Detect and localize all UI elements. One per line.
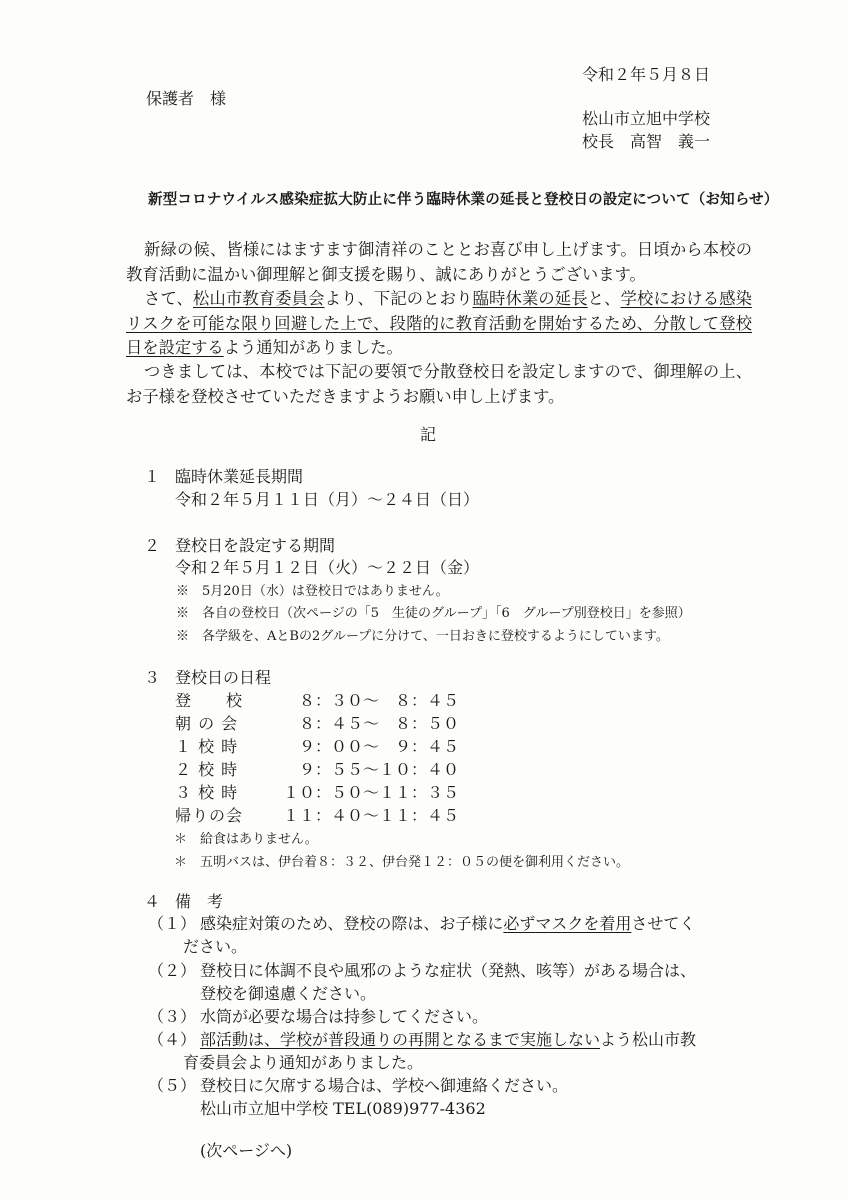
- remark-1: [148, 913, 695, 935]
- intro-paragraph-1: 新緑の候、皆様にはますます御清祥のこととお喜び申し上げます。日頃から本校の教育活動に温かい御理解と御支援を賜り、誠にありがとうございます。: [126, 240, 752, 284]
- underlined-text: 松山市教育委員会: [193, 289, 325, 308]
- school-contact: 松山市立旭中学校 TEL(089)977-4362: [200, 1099, 486, 1118]
- section3-heading: 登校日の日程: [175, 668, 272, 687]
- schedule-time: ８：３０～ ８：４５: [283, 691, 460, 710]
- remark-number: （５）: [148, 1076, 197, 1095]
- remark-4: [148, 1029, 696, 1051]
- remark-1-continued: ださい。: [183, 937, 248, 956]
- intro-p2-text: よう通知がありました。: [223, 338, 403, 357]
- underlined-text: 学校における感染リスクを可能な限り回避した上で、段階的に教育活動を開始するため、分散して登校日を設定する: [126, 289, 752, 357]
- intro-p2-text: さて、: [144, 289, 194, 308]
- schedule-time: １０：５０～１１：３５: [283, 783, 460, 802]
- remark-5: [148, 1075, 568, 1097]
- remark-text: 水筒が必要な場合は持参してください。: [200, 1007, 489, 1026]
- remark-4-continued: 育委員会より通知がありました。: [183, 1053, 424, 1072]
- schedule-row: [175, 690, 459, 712]
- schedule-time: ９：００～ ９：４５: [283, 737, 460, 756]
- intro-paragraph-3: つきましては、本校では下記の要領で分散登校日を設定しますので、御理解の上、お子様を登校させていただきますようお願い申し上げます。: [126, 362, 752, 406]
- remark-3: [148, 1006, 488, 1028]
- remark-number: （１）: [148, 914, 197, 933]
- remark-text: よう松山市教: [600, 1030, 697, 1049]
- intro-p2-text: より、下記のとおり: [324, 289, 473, 308]
- underlined-text: マスクを着用: [535, 914, 632, 933]
- section2-note: ※ 各自の登校日（次ページの「5 生徒のグループ」「6 グループ別登校日」を参照）: [176, 606, 691, 621]
- section1-heading: 臨時休業延長期間: [175, 467, 304, 486]
- section2-heading: 登校日を設定する期間: [175, 536, 336, 555]
- remark-text: させてく: [631, 914, 696, 933]
- section4-heading: 備 考: [175, 892, 224, 911]
- schedule-row: [175, 782, 459, 804]
- school-name: 松山市立旭中学校: [582, 109, 711, 128]
- intro-p2-text: と、: [587, 289, 621, 308]
- section1-period: 令和２年５月１１日（月）～２４日（日）: [175, 490, 480, 509]
- remark-text: 登校日に体調不良や風邪のような症状（発熱、咳等）がある場合は、: [200, 961, 697, 980]
- underlined-text: 必ず: [503, 914, 536, 933]
- section2-period: 令和２年５月１２日（火）～２２日（金）: [175, 558, 480, 577]
- ki-marker: 記: [420, 425, 437, 444]
- underlined-text: 臨時休業の延長: [472, 289, 588, 308]
- remark-text: 感染症対策のため、登校の際は、お子様に: [200, 914, 504, 933]
- section2-note: ※ 各学級を、AとBの2グループに分けて、一日おきに登校するようにしています。: [176, 629, 669, 644]
- schedule-row: [175, 805, 459, 827]
- schedule-label: 朝 の 会: [175, 714, 239, 733]
- section1-number: １: [144, 467, 161, 486]
- schedule-row: [175, 736, 459, 758]
- underlined-text: 部活動は、学校が普段通りの再開となるまで実施しない: [200, 1030, 601, 1049]
- schedule-label: ３ 校 時: [175, 783, 239, 802]
- remark-2-continued: 登校を御遠慮ください。: [200, 984, 377, 1003]
- section3-note: ＊ 給食はありません。: [174, 832, 318, 847]
- principal-name: 校長 高智 義一: [582, 132, 711, 151]
- schedule-row: [175, 713, 459, 735]
- schedule-label: 登 校: [175, 691, 244, 710]
- schedule-time: ８：４５～ ８：５０: [283, 714, 460, 733]
- document-title: 新型コロナウイルス感染症拡大防止に伴う臨時休業の延長と登校日の設定について（お知らせ）: [148, 192, 779, 208]
- schedule-time: ９：５５～１０：４０: [283, 760, 460, 779]
- intro-paragraph-2: [126, 287, 752, 361]
- document-date: 令和２年５月８日: [582, 65, 711, 84]
- section2-number: ２: [144, 536, 161, 555]
- remark-2: [148, 960, 696, 982]
- schedule-row: [175, 759, 459, 781]
- schedule-label: ２ 校 時: [175, 760, 239, 779]
- addressee: 保護者 様: [146, 89, 227, 108]
- schedule-time: １１：４０～１１：４５: [283, 806, 460, 825]
- section4-number: ４: [144, 892, 161, 911]
- schedule-label: １ 校 時: [175, 737, 239, 756]
- section3-note: ＊ 五明バスは、伊台着８：３２、伊台発１２：０５の便を御利用ください。: [174, 855, 630, 870]
- remark-number: （２）: [148, 961, 197, 980]
- remark-text: 登校日に欠席する場合は、学校へ御連絡ください。: [200, 1076, 569, 1095]
- remark-number: （３）: [148, 1007, 197, 1026]
- next-page-note: (次ページへ): [200, 1141, 293, 1160]
- section3-number: ３: [144, 668, 161, 687]
- schedule-label: 帰りの会: [175, 806, 244, 825]
- remark-number: （４）: [148, 1030, 197, 1049]
- section2-note: ※ 5月20日（水）は登校日ではありません。: [176, 584, 449, 599]
